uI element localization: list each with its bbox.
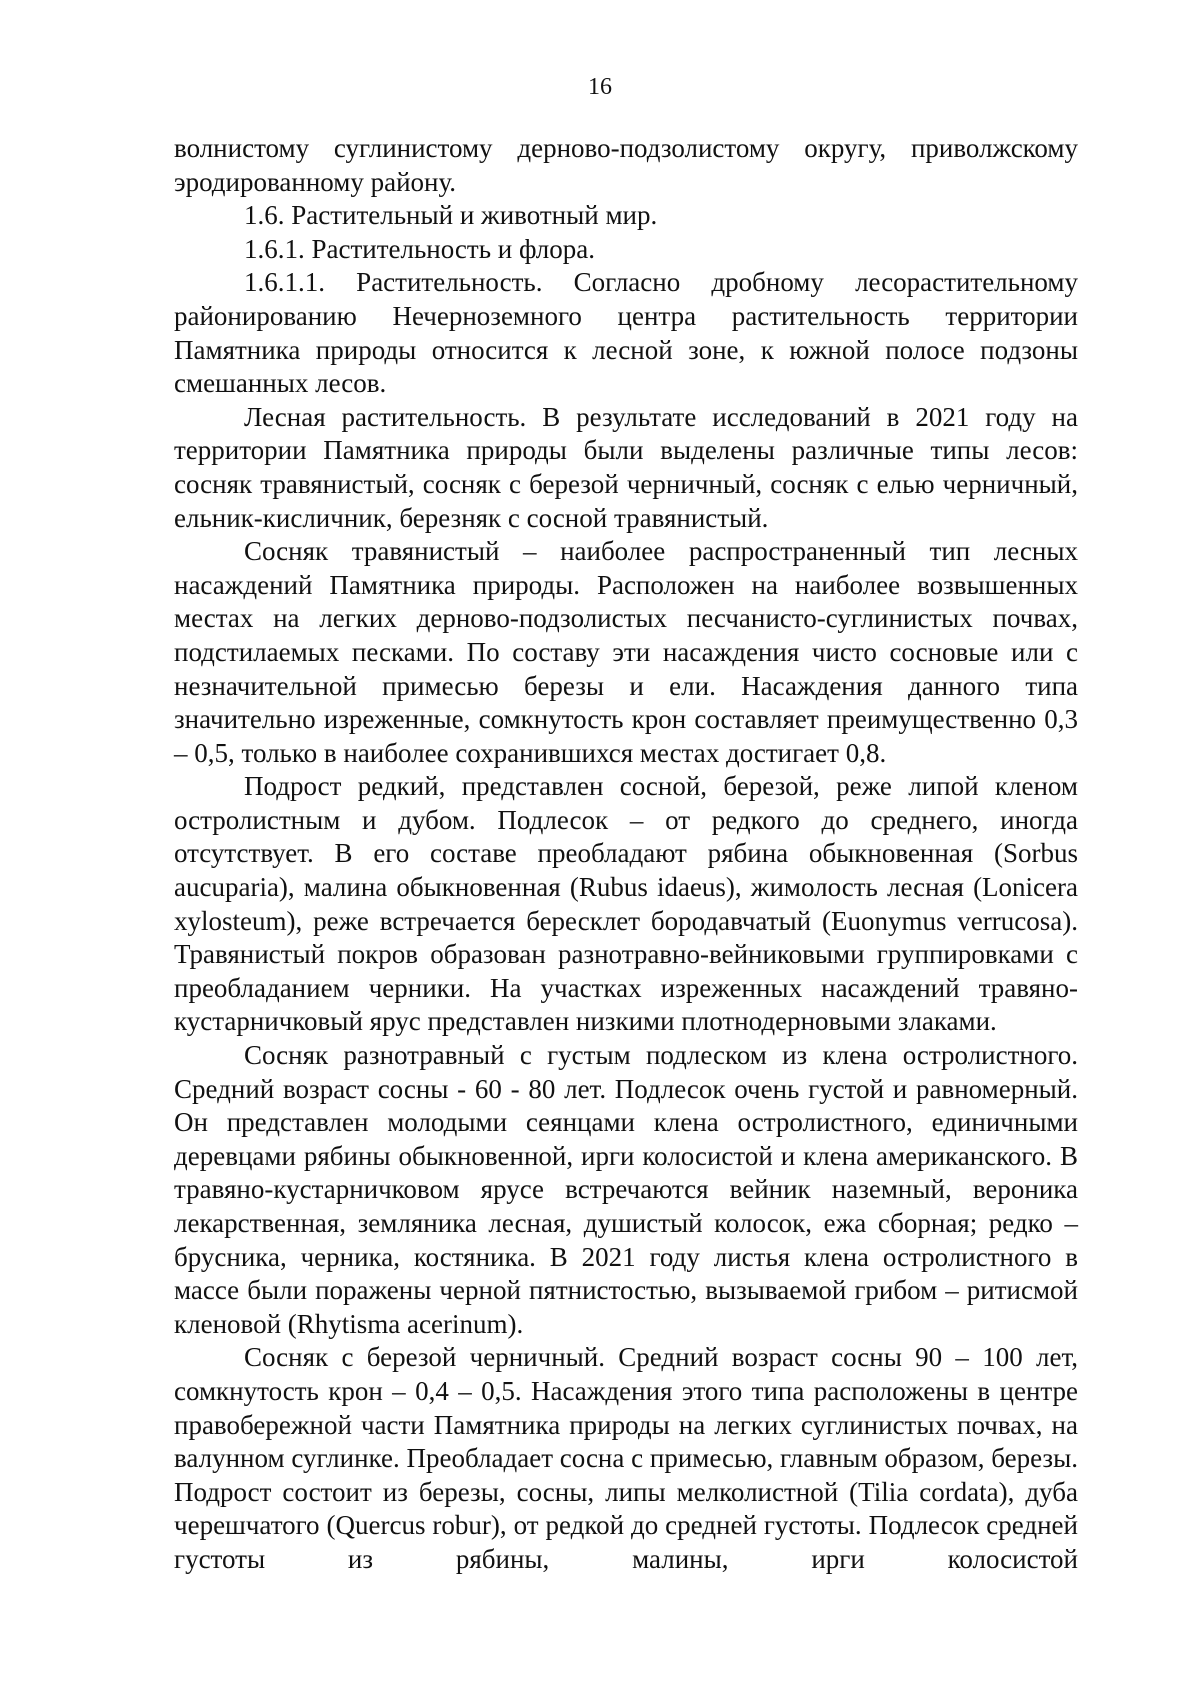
paragraph-vegetation-intro: 1.6.1.1. Растительность. Согласно дробному лесорастительному районированию Нечерноземного центра растительность территории Памятника природы относится к лесной зоне, к южной полосе подзоны смешанных лесов. [174, 267, 1078, 399]
paragraph-pine-birch-bilberry: Сосняк с березой черничный. Средний возраст сосны 90 – 100 лет, сомкнутость крон – 0,4 – 0,5. Насаждения этого типа расположены в центре правобережной части Памятника природы на легких суглинистых почвах, на валунном суглинке. Преобладает сосна с примесью, главным образом, березы. Подрост состоит из березы, сосны, липы мелколистной (Tilia cordata), дуба черешчатого (Quercus robur), от редкой до средней густоты. Подлесок средней густоты из рябины, малины, ирги колосистой [174, 1342, 1078, 1574]
section-heading-1-6-1: 1.6.1. Растительность и флора. [244, 233, 595, 264]
paragraph-pine-mixed-herb: Сосняк разнотравный с густым подлеском из клена остролистного. Средний возраст сосны - 60 - 80 лет. Подлесок очень густой и равномерный. Он представлен молодыми сеянцами клена остролистного, единичными деревцами рябины обыкновенной, ирги колосистой и клена американского. В травяно-кустарничковом ярусе встречаются вейник наземный, вероника лекарственная, земляника лесная, душистый колосок, ежа сборная; редко – брусника, черника, костяника. В 2021 году листья клена остролистного в массе были поражены черной пятнистостью, вызываемой грибом – ритисмой кленовой (Rhytisma acerinum). [174, 1040, 1078, 1339]
section-heading-1-6: 1.6. Растительный и животный мир. [244, 200, 658, 231]
paragraph-forest-vegetation: Лесная растительность. В результате исследований в 2021 году на территории Памятника природы были выделены различные типы лесов: сосняк травянистый, сосняк с березой черничный, сосняк с елью черничный, ельник-кисличник, березняк с сосной травянистый. [174, 401, 1078, 533]
document-body [174, 132, 1078, 1577]
page-number: 16 [588, 74, 612, 100]
paragraph-continuation: волнистому суглинистому дерново-подзолистому округу, приволжскому эродированному району. [174, 133, 1078, 197]
paragraph-pine-herbaceous: Сосняк травянистый – наиболее распространенный тип лесных насаждений Памятника природы. Расположен на наиболее возвышенных местах на легких дерново-подзолистых песчанисто-суглинистых почвах, подстилаемых песками. По составу эти насаждения чисто сосновые или с незначительной примесью березы и ели. Насаждения данного типа значительно изреженные, сомкнутость крон составляет преимущественно 0,3 – 0,5, только в наиболее сохранившихся местах достигает 0,8. [174, 536, 1078, 768]
paragraph-undergrowth: Подрост редкий, представлен сосной, березой, реже липой кленом остролистным и дубом. Подлесок – от редкого до среднего, иногда отсутствует. В его составе преобладают рябина обыкновенная (Sorbus aucuparia), малина обыкновенная (Rubus idaeus), жимолость лесная (Lonicera xylosteum), реже встречается бересклет бородавчатый (Euonymus verrucosa). Травянистый покров образован разнотравно-вейниковыми группировками с преобладанием черники. На участках изреженных насаждений травяно-кустарничковый ярус представлен низкими плотнодерновыми злаками. [174, 771, 1078, 1037]
